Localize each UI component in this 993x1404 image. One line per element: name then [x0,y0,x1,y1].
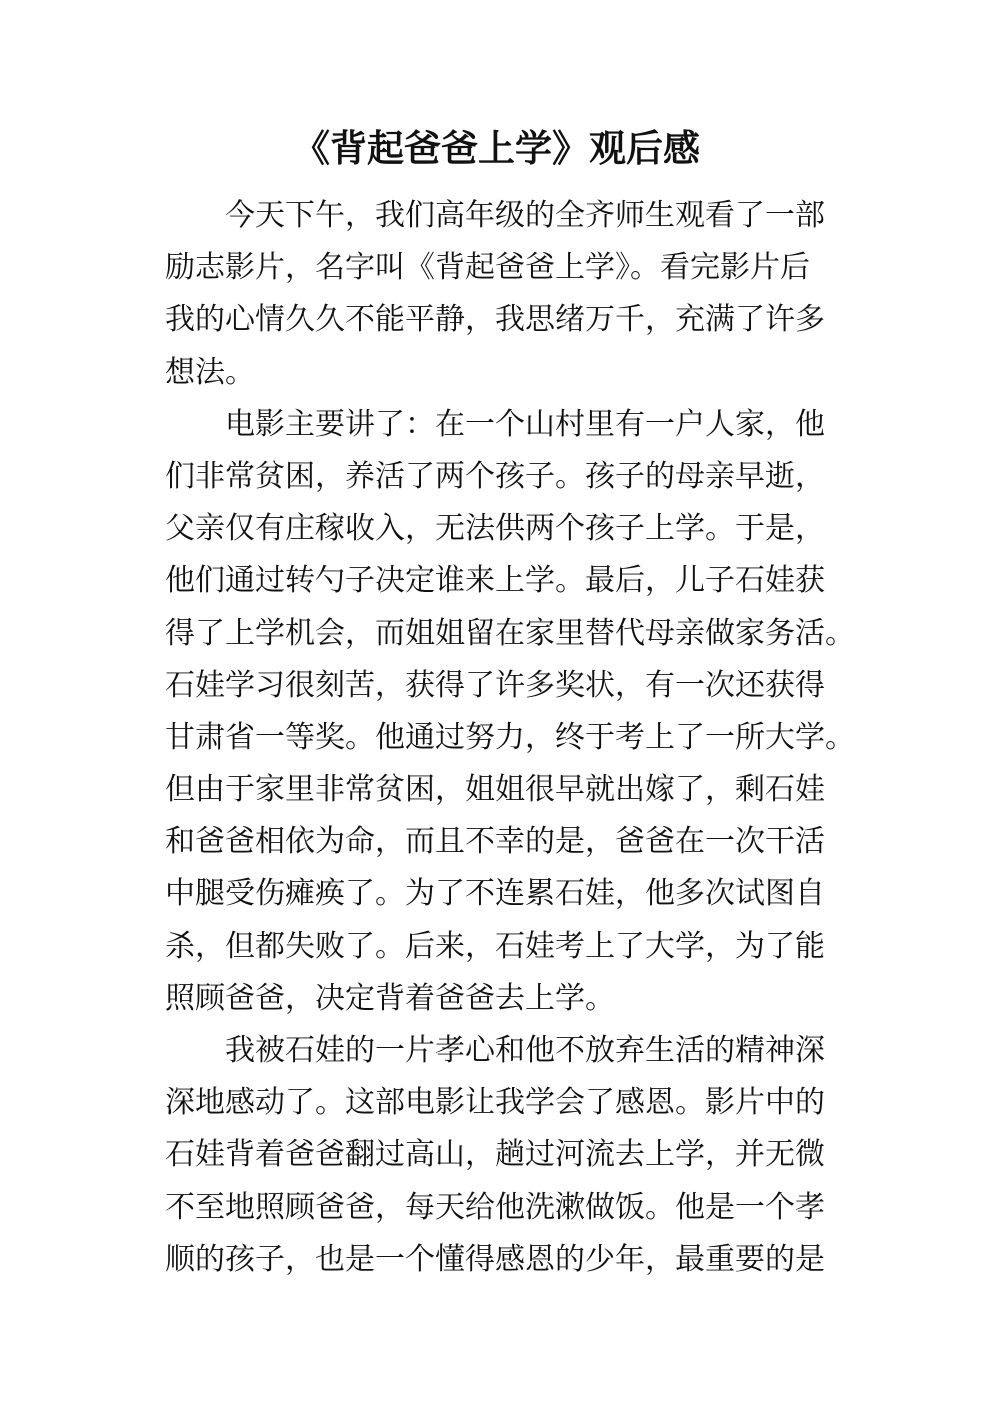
paragraph-line: 但由于家里非常贫困，姐姐很早就出嫁了，剩石娃 [165,772,825,808]
paragraph-line: 今天下午，我们高年级的全齐师生观看了一部 [225,198,825,233]
paragraph-line: 他们通过转勺子决定谁来上学。最后，儿子石娃获 [165,563,825,599]
paragraph-line: 电影主要讲了：在一个山村里有一户人家，他 [225,406,825,442]
document-body [165,190,865,1286]
paragraph-line: 顺的孩子，也是一个懂得感恩的少年，最重要的是 [165,1241,825,1277]
paragraph [165,190,865,399]
paragraph-line: 中腿受伤瘫痪了。为了不连累石娃，他多次试图自 [165,876,825,912]
paragraph-line: 想法。 [165,354,255,390]
paragraph-line: 父亲仅有庄稼收入，无法供两个孩子上学。于是， [165,511,825,547]
paragraph-line: 深地感动了。这部电影让我学会了感恩。影片中的 [165,1085,825,1121]
paragraph [165,1025,865,1286]
paragraph-line: 我的心情久久不能平静，我思绪万千，充满了许多 [165,302,825,338]
paragraph-line: 励志影片，名字叫《背起爸爸上学》。看完影片后 [165,250,810,286]
paragraph-line: 照顾爸爸，决定背着爸爸去上学。 [165,980,615,1016]
paragraph-line: 石娃学习很刻苦，获得了许多奖状，有一次还获得 [165,667,825,703]
paragraph-line: 甘肃省一等奖。他通过努力，终于考上了一所大学。 [165,719,855,755]
paragraph-line: 不至地照顾爸爸，每天给他洗漱做饭。他是一个孝 [165,1189,825,1225]
paragraph-line: 们非常贫困，养活了两个孩子。孩子的母亲早逝， [165,458,825,494]
paragraph-line: 得了上学机会，而姐姐留在家里替代母亲做家务活。 [165,615,855,651]
paragraph-line: 和爸爸相依为命，而且不幸的是，爸爸在一次干活 [165,824,825,860]
paragraph-line: 我被石娃的一片孝心和他不放弃生活的精神深 [225,1033,825,1068]
paragraph-line: 石娃背着爸爸翻过高山，趟过河流去上学，并无微 [165,1137,825,1173]
paragraph [165,399,865,1025]
document-title: 《背起爸爸上学》观后感 [293,126,700,170]
paragraph-line: 杀，但都失败了。后来，石娃考上了大学，为了能 [165,928,825,964]
